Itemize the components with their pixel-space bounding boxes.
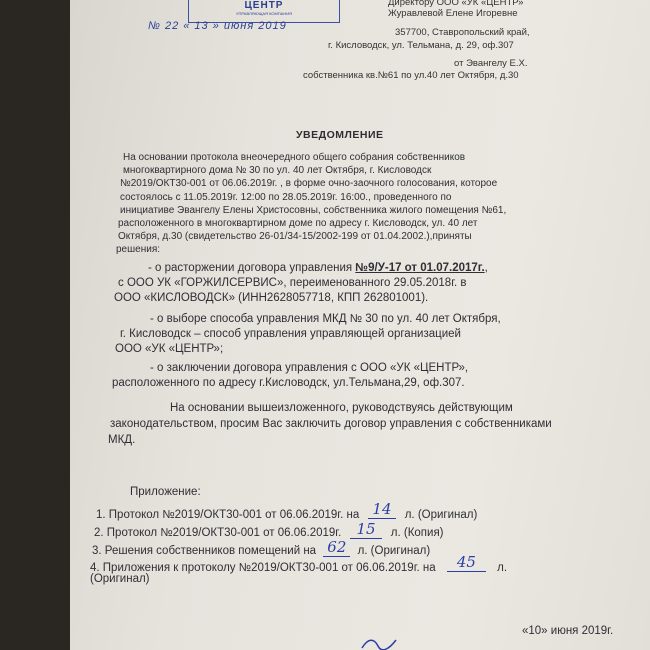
decision-2-line1: - о выборе способа управления МКД № 30 по ул. 40 лет Октября, <box>150 313 501 325</box>
handwritten-page-count: 14 <box>368 500 395 519</box>
body-p1-line: инициативе Эвангелу Елены Христосовны, собственника жилого помещения №61, <box>120 205 507 216</box>
attachment-item-3: 3. Решения собственников помещений на 62 л. (Оригинал) <box>92 538 431 557</box>
header-address-line1: 357700, Ставропольский край, <box>395 27 530 38</box>
attachment-item-4-cont: (Оригинал) <box>90 573 150 585</box>
header-from-line1: от Эвангелу Е.Х. <box>454 58 528 69</box>
signature-mark <box>360 636 400 650</box>
document-date: «10» июня 2019г. <box>522 625 614 637</box>
decision-2-line2: г. Кисловодск – способ управления управляющей организацией <box>120 328 461 340</box>
body-p1-line: состоялось с 11.05.2019г. 12:00 по 28.05.2019г. 16:00., проведенного по <box>120 192 452 203</box>
header-from-line2: собственника кв.№61 по ул.40 лет Октября, д.30 <box>303 70 519 81</box>
stamp-registration-line: № 22 « 13 » июня 2019 <box>148 20 287 32</box>
document-title: УВЕДОМЛЕНИЕ <box>296 129 384 141</box>
decision-3-line2: расположенного по адресу г.Кисловодск, ул.Тельмана,29, оф.307. <box>112 377 465 389</box>
body-p1-line: решения: <box>116 244 161 255</box>
contract-number: №9/У-17 от 01.07.2017г. <box>355 262 485 274</box>
attachment-item-1: 1. Протокол №2019/ОКТ30-001 от 06.06.2019г. на 14 л. (Оригинал) <box>96 500 478 521</box>
handwritten-page-count: 62 <box>323 538 350 557</box>
decision-1-line2: с ООО УК «ГОРЖИЛСЕРВИС», переименованного 29.05.2018г. в <box>118 277 467 289</box>
document-page <box>70 0 650 650</box>
registration-stamp <box>148 0 378 42</box>
attachment-item-4: 4. Приложения к протоколу №2019/ОКТ30-001 от 06.06.2019г. на 45 л. <box>90 553 508 574</box>
conclusion-line1: На основании вышеизложенного, руководствуясь действующим <box>170 402 513 414</box>
decision-1-line3: ООО «КИСЛОВОДСК» (ИНН2628057718, КПП 262801001). <box>114 292 429 304</box>
decision-2-line3: ООО «УК «ЦЕНТР»; <box>115 343 224 355</box>
decision-3-line1: - о заключении договора управления с ООО «УК «ЦЕНТР», <box>150 362 469 374</box>
body-p1-line: №2019/ОКТ30-001 от 06.06.2019г. , в форме очно-заочного голосования, которое <box>120 178 498 189</box>
body-p1-line: многоквартирного дома № 30 по ул. 40 лет Октября, г. Кисловодск <box>123 165 432 176</box>
attachments-heading: Приложение: <box>130 486 201 498</box>
company-logo: ЦЕНТР УПРАВЛЯЮЩАЯ КОМПАНИЯ <box>188 0 340 23</box>
body-p1-line: Октября, д.30 (свидетельство 26-01/34-15/2002-199 от 01.04.2002.),приняты <box>118 231 472 242</box>
decision-1-text: - о расторжении договора управления <box>148 262 356 274</box>
decision-1-line1: - о расторжении договора управления №9/У-17 от 01.07.2017г., <box>148 262 488 274</box>
conclusion-line2: законодательством, просим Вас заключить договор управления с собственниками <box>110 418 552 430</box>
body-p1-line: расположенного в многоквартирном доме по адресу г. Кисловодск, ул. 40 лет <box>118 218 478 229</box>
header-addressee-line1: Директору ООО «УК «ЦЕНТР» <box>388 0 524 8</box>
handwritten-page-count: 45 <box>447 553 486 572</box>
conclusion-line3: МКД. <box>108 434 136 446</box>
body-p1-line: На основании протокола внеочередного общего собрания собственников <box>123 152 466 163</box>
header-address-line2: г. Кисловодск, ул. Тельмана, д. 29, оф.307 <box>328 40 514 51</box>
handwritten-page-count: 15 <box>350 520 381 539</box>
attachment-item-2: 2. Протокол №2019/ОКТ30-001 от 06.06.2019г. 15 л. (Копия) <box>94 520 444 539</box>
header-addressee-line2: Журавлевой Елене Игоревне <box>388 8 518 19</box>
